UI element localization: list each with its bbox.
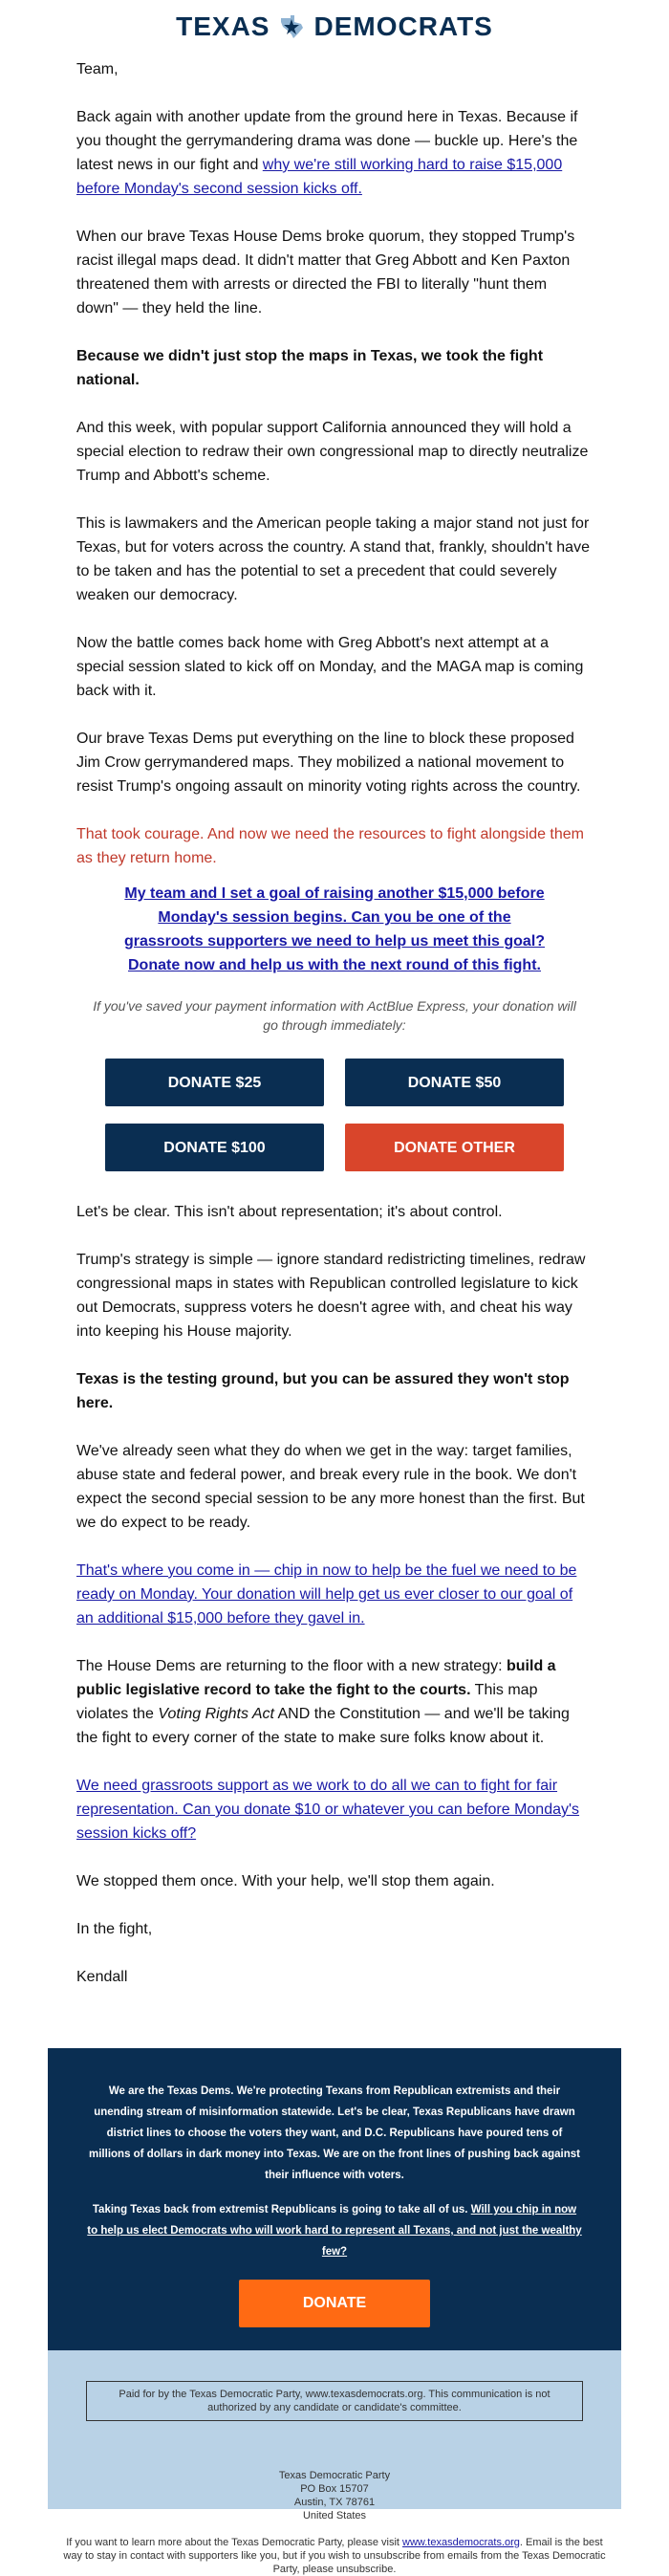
- raise-goal-link[interactable]: why we're still working hard to raise $15,000 before Monday's second session kicks off.: [76, 157, 563, 197]
- paragraph-quorum: When our brave Texas House Dems broke quorum, they stopped Trump's racist illegal maps dead. It didn't matter that Greg Abbott and Ken Paxton threatened them with arrests or directed the FBI to literally "hunt them down" — they held the line.: [76, 229, 575, 317]
- texas-star-icon: [277, 12, 306, 41]
- goal-donate-paragraph: [76, 882, 593, 977]
- paragraph-brave-dems: Our brave Texas Dems put everything on the line to block these proposed Jim Crow gerrymandered maps. They mobilized a national movement to resist Trump's ongoing assault on minority voting rights across the country.: [76, 731, 581, 795]
- paragraph-testing-ground: Texas is the testing ground, but you can be assured they won't stop here.: [76, 1371, 570, 1411]
- paid-for-disclaimer: Paid for by the Texas Democratic Party, www.texasdemocrats.org. This communication is not authorized by any candidate or candidate's committee.: [86, 2381, 583, 2421]
- donate-50-button[interactable]: DONATE $50: [345, 1059, 564, 1106]
- paragraph-stop-them: We stopped them once. With your help, we'll stop them again.: [76, 1873, 495, 1889]
- paragraph-california: And this week, with popular support California announced they will hold a special election to redraw their own congressional map to directly neutralize Trump and Abbott's scheme.: [76, 420, 589, 484]
- email-body: [0, 57, 669, 1989]
- paragraph-battle: Now the battle comes back home with Greg Abbott's next attempt at a special session slated to kick off on Monday, and the MAGA map is coming back with it.: [76, 635, 584, 699]
- email-header: [0, 0, 669, 54]
- footer-about-section: [48, 2048, 621, 2350]
- actblue-note: If you've saved your payment information with ActBlue Express, your donation will go through immediately:: [93, 998, 576, 1033]
- paragraph-stand: This is lawmakers and the American people taking a major stand not just for Texas, but for voters across the country. A stand that, frankly, shouldn't have to be taken and has the potential to set a precedent that could severely weaken our democracy.: [76, 515, 590, 603]
- paragraph-strategy: Trump's strategy is simple — ignore standard redistricting timelines, redraw congressional maps in states with Republican controlled legislature to kick out Democrats, suppress voters he doesn't agree with, and cheat his way into keeping his House majority.: [76, 1252, 586, 1340]
- paragraph-intro: Back again with another update from the ground here in Texas. Because if you thought the gerrymandering drama was done — buckle up. Here's the latest news in our fight and why we're still working hard to raise $15,000 before Monday's second session kicks off.: [76, 109, 578, 197]
- website-link[interactable]: www.texasdemocrats.org: [402, 2537, 520, 2548]
- footer-donate-button[interactable]: DONATE: [239, 2280, 430, 2327]
- paragraph-courage: That took courage. And now we need the resources to fight alongside them as they return home.: [76, 826, 584, 866]
- grassroots-donate-link[interactable]: We need grassroots support as we work to do all we can to fight for fair representation. Can you donate $10 or whatever you can before Monday's session kicks off?: [76, 1778, 580, 1842]
- paragraph-already-seen: We've already seen what they do when we get in the way: target families, abuse state and federal power, and break every rule in the book. We don't expect the second special session to be any more honest than the first. But we do expect to be ready.: [76, 1443, 585, 1531]
- chip-in-link[interactable]: That's where you come in — chip in now to help be the fuel we need to be ready on Monday. Your donation will help get us ever closer to our goal of an additional $15,000 before they gavel in.: [76, 1562, 577, 1626]
- donate-button-grid: [76, 1059, 593, 1171]
- texas-democrats-logo[interactable]: [176, 11, 493, 42]
- brand-right: DEMOCRATS: [313, 11, 493, 41]
- unsubscribe-text: If you want to learn more about the Texas Democratic Party, please visit www.texasdemocrats.org. Email is the best way to stay in contact with supporters like you, but if you wish to unsubscribe from emails from the Texas Democratic Party, please unsubscribe.: [63, 2537, 606, 2575]
- brand-left: TEXAS: [176, 11, 270, 41]
- donate-25-button[interactable]: DONATE $25: [105, 1059, 324, 1106]
- footer-cta: Taking Texas back from extremist Republicans is going to take all of us. Will you chip in now to help us elect Democrats who will work hard to represent all Texans, and not just the wealthy few?: [87, 2204, 582, 2258]
- donate-100-button[interactable]: DONATE $100: [105, 1124, 324, 1171]
- footer-legal-section: [48, 2350, 621, 2575]
- goal-donate-link[interactable]: My team and I set a goal of raising another $15,000 before Monday's session begins. Can you be one of the grassroots supporters we need to help us meet this goal? Donate now and help us with the next round of this fight.: [123, 885, 546, 973]
- paragraph-grassroots: [76, 1774, 593, 1845]
- paragraph-control: Let's be clear. This isn't about representation; it's about control.: [76, 1204, 503, 1220]
- paragraph-chip-in: [76, 1559, 593, 1630]
- signature: Kendall: [76, 1969, 128, 1985]
- paragraph-national-bold: Because we didn't just stop the maps in Texas, we took the fight national.: [76, 348, 544, 388]
- mailing-address: Texas Democratic Party PO Box 15707 Austin, TX 78761 United States: [278, 2470, 391, 2521]
- paragraph-strategy-courts: The House Dems are returning to the floor with a new strategy: build a public legislative record to take the fight to the courts. This map violates the Voting Rights Act AND the Constitution — and we'll be taking the fight to every corner of the state to make sure folks know about it.: [76, 1658, 570, 1746]
- signoff: In the fight,: [76, 1921, 153, 1937]
- email-footer: [48, 2048, 621, 2575]
- greeting: Team,: [76, 61, 119, 77]
- footer-about: We are the Texas Dems. We're protecting Texans from Republican extremists and their unending stream of misinformation statewide. Let's be clear, Texas Republicans have drawn district lines to choose the voters they want, and D.C. Republicans have poured tens of millions of dollars in dark money into Texas. We are on the front lines of pushing back against their influence with voters.: [89, 2085, 580, 2181]
- donate-other-button[interactable]: DONATE OTHER: [345, 1124, 564, 1171]
- footer-cta-link[interactable]: Will you chip in now to help us elect Democrats who will work hard to represent all Texans, and not just the wealthy few?: [87, 2204, 582, 2258]
